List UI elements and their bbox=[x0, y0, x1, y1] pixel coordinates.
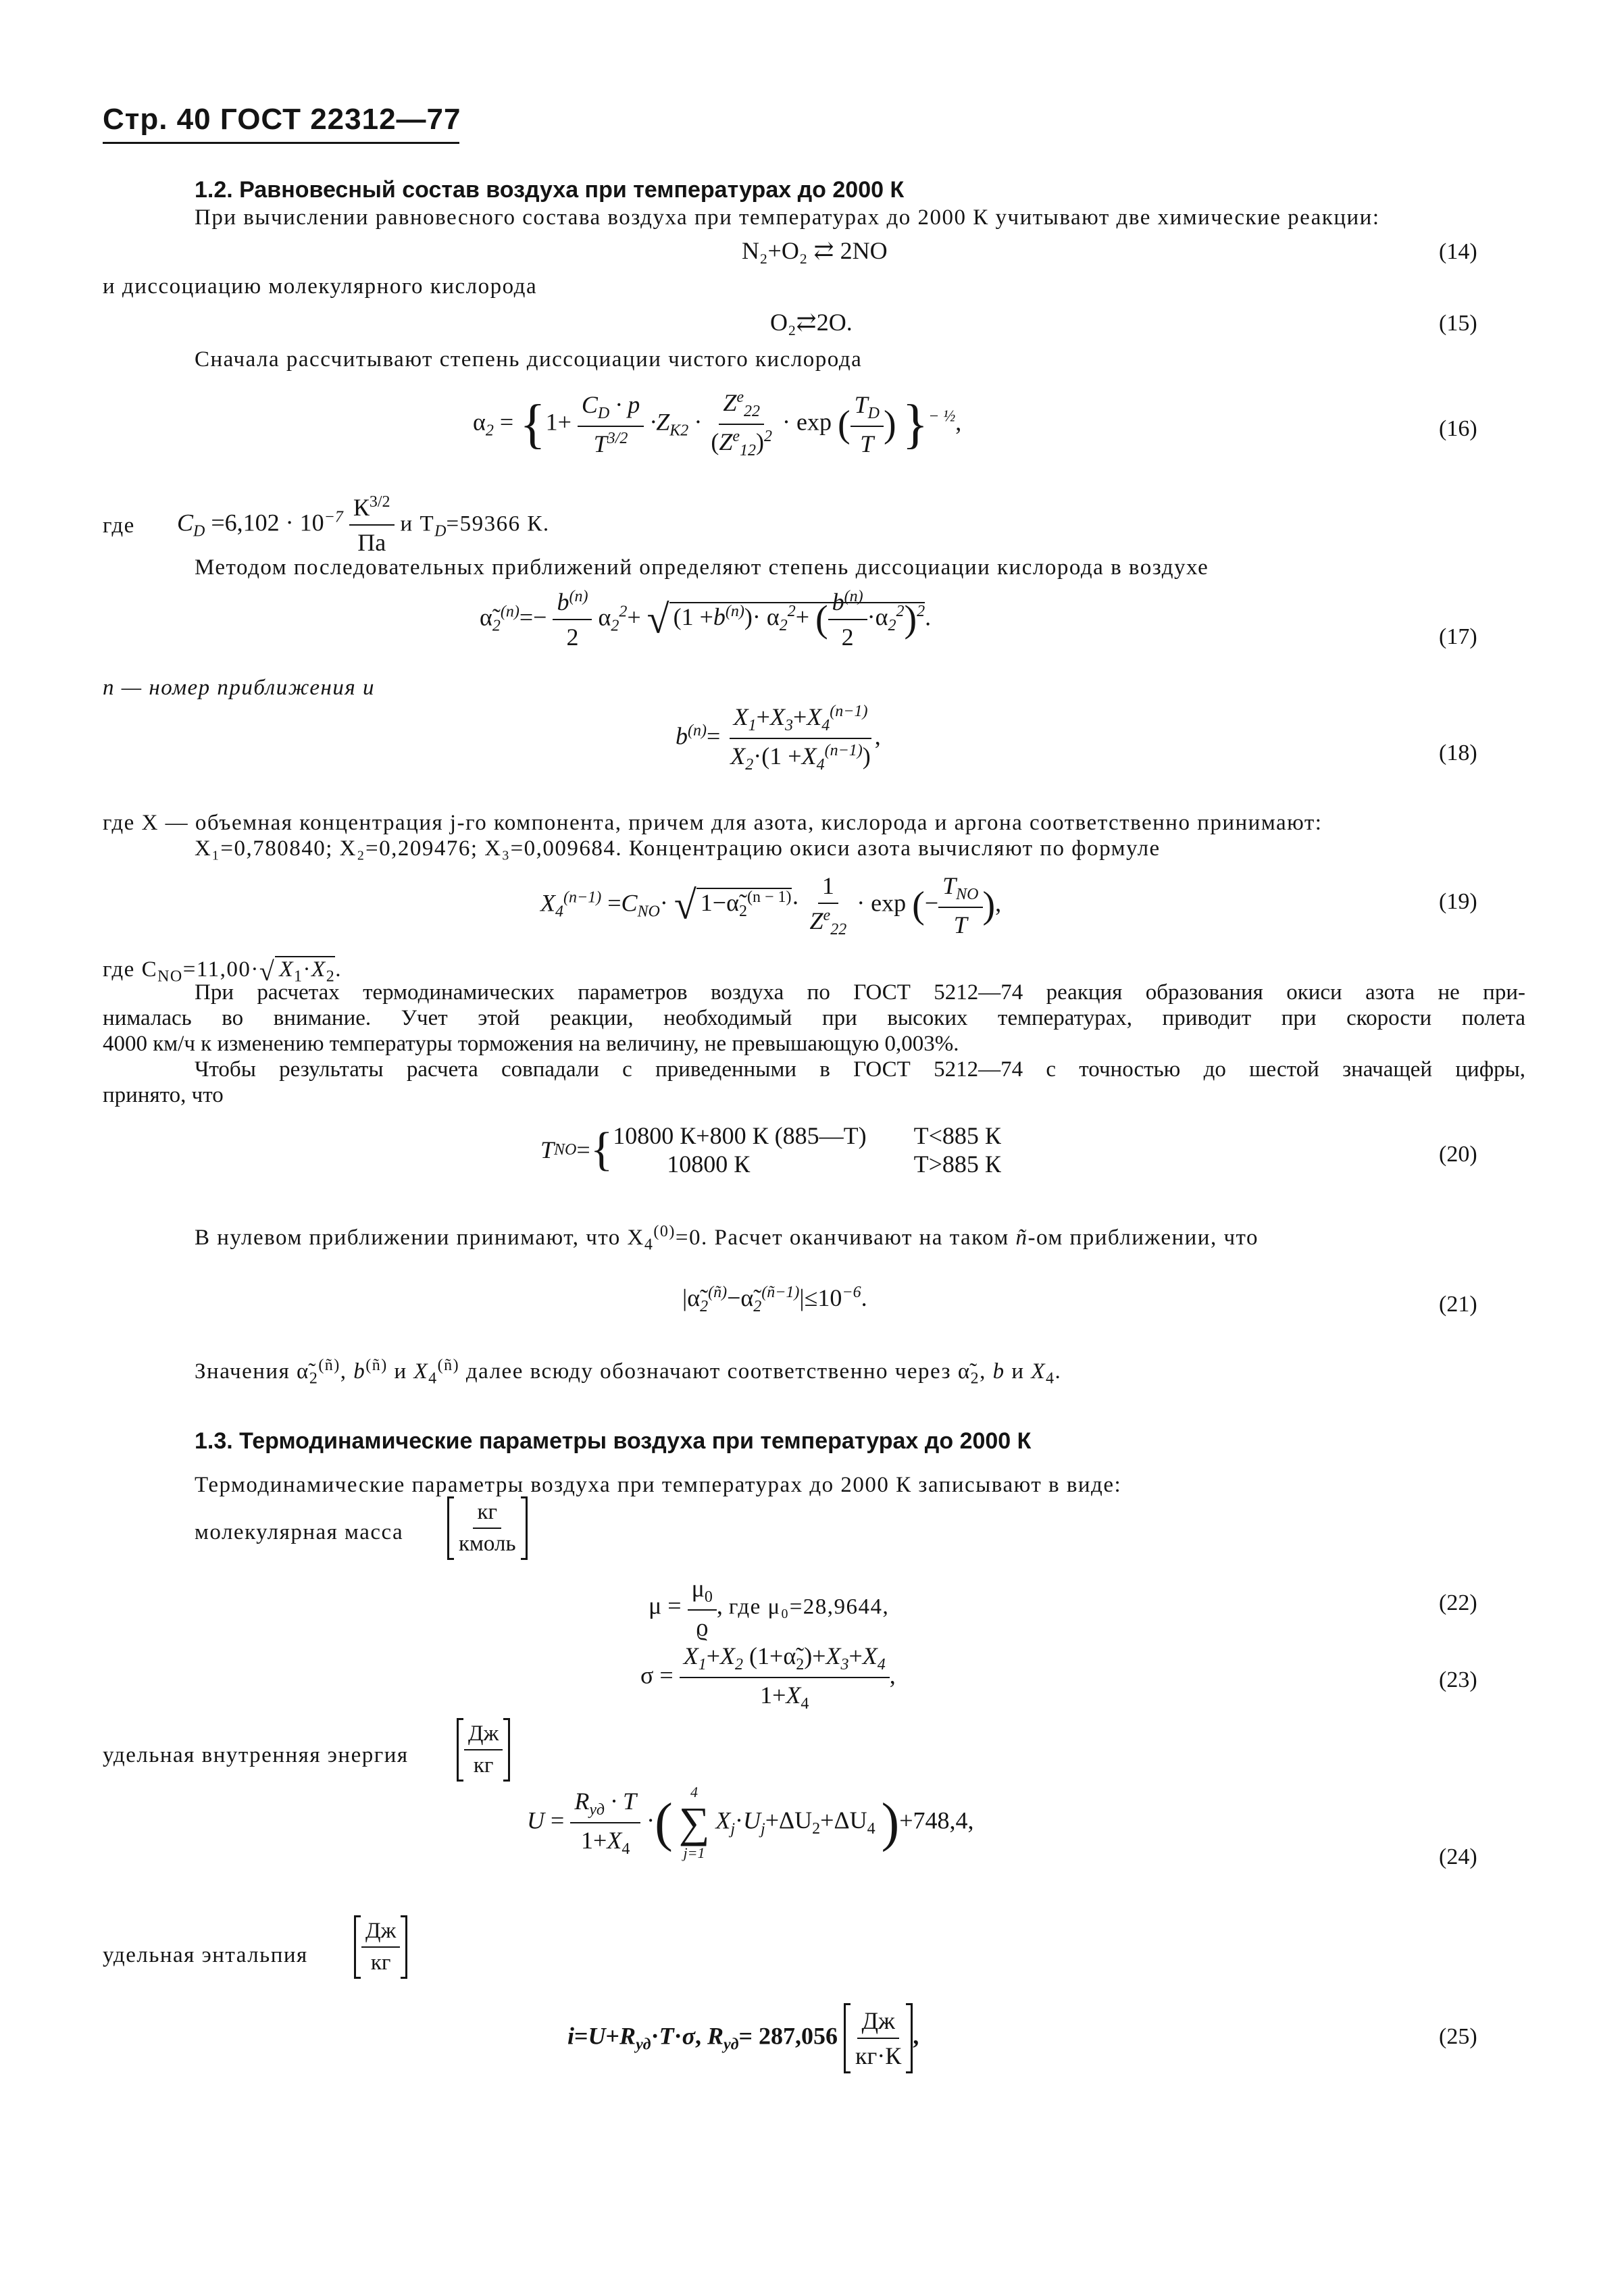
cno-value: =11,00· bbox=[182, 957, 259, 982]
internal-energy-unit bbox=[457, 1720, 510, 1780]
equation-23: σ = $\frac{X_1+X_2 (1+\alphã_2)+X_3+X_4}{1+X_4}$ , bbox=[640, 1642, 896, 1713]
eq22-text: где μ₀=28,9644, bbox=[728, 1594, 890, 1619]
eq25-unit-num: Дж bbox=[857, 2007, 898, 2039]
eq20-row1-value: 10800 К+800 К (885—T) bbox=[613, 1122, 867, 1149]
equation-number-18: (18) bbox=[1439, 740, 1477, 765]
molecular-mass-unit bbox=[447, 1498, 528, 1558]
section-1-3-intro: Термодинамические параметры воздуха при температурах до 2000 К записывают в виде: bbox=[195, 1473, 1122, 1497]
equation-18: $b^{(n)}=$ $\frac{X_1+X_3+X_4^{(n-1)}}{X_2\cdot(1 +X_4^{(n-1)})}$ , bbox=[676, 703, 881, 774]
dissociation-text: и диссоциацию молекулярного кислорода bbox=[103, 274, 538, 299]
section-heading-1-3: 1.3. Термодинамические параметры воздуха при температурах до 2000 К bbox=[195, 1428, 1032, 1454]
page-number: Стр. 40 bbox=[103, 103, 211, 136]
gost-5212-paragraph bbox=[103, 980, 1525, 1057]
enthalpy-unit bbox=[354, 1917, 407, 1977]
gost-paragraph-line-3: 4000 км/ч к изменению температуры торможения на величину, не превышающую 0,003%. bbox=[103, 1032, 959, 1056]
equation-number-14: (14) bbox=[1439, 239, 1477, 264]
match-paragraph bbox=[103, 1057, 1525, 1108]
eq24-constant: +748,4, bbox=[899, 1807, 974, 1834]
eq25-unit-den: кг·К bbox=[855, 2042, 902, 2069]
where-cd-label: где bbox=[103, 513, 135, 538]
enthalpy-label: удельная энтальпия bbox=[103, 1943, 308, 1967]
equation-19: $X_4^{(n-1)} =C_{NO}\cdot$ √ $1-\alphã_2^{(n - 1)}\cdot$ $\frac{1}{Z^e_{22}}$ · exp (− $\frac{T_{NO}}{T}$ ), bbox=[540, 872, 1002, 939]
match-paragraph-line-2: принято, что bbox=[103, 1083, 224, 1107]
zero-approx-text: В нулевом приближении принимают, что $X_4^{(0)}=0$. Расчет оканчивают на таком ñ-ом приближении, что bbox=[195, 1223, 1259, 1254]
cno-text: где C bbox=[103, 957, 158, 982]
eq20-row1-condition: T<885 К bbox=[913, 1122, 1001, 1149]
values-text-c: и bbox=[1011, 1359, 1025, 1384]
equation-14: N₂+O₂ ⇄ 2NO bbox=[742, 237, 888, 264]
molecular-mass-label: молекулярная масса bbox=[195, 1520, 404, 1544]
zero-approx-b: =0. Расчет оканчивают на таком bbox=[675, 1226, 1009, 1250]
cd-unit-numerator: К bbox=[353, 494, 370, 521]
cno-definition: где $C_{NO}=11,00\cdot√$ $X_1\cdot X_2$. bbox=[103, 956, 342, 986]
equation-20: T NO = { 10800 К+800 К (885—T) T<885 К 10800 К T>885 К bbox=[540, 1122, 1001, 1178]
enthalpy-unit-den: кг bbox=[370, 1950, 391, 1975]
equation-number-20: (20) bbox=[1439, 1142, 1477, 1167]
td-value: =59366 К. bbox=[446, 511, 550, 536]
pure-oxygen-text: Сначала рассчитывают степень диссоциации чистого кислорода bbox=[195, 347, 863, 372]
td-text: и T bbox=[400, 511, 435, 536]
values-notation-text: Значения $\alphã_2^{(ñ)}$, $b^{(ñ)}$ и $X_4^{(ñ)}$ далее всюду обозначают соответственно через $\alphã_2$, b и $X_4$. bbox=[195, 1357, 1062, 1388]
equation-22: μ = $\frac{\mu_0}{ϱ}$ , где μ₀=28,9644, bbox=[649, 1575, 890, 1642]
cd-definition: $C_D =6,102 \cdot 10^{-7}$ $\frac{К^{3/2}}{Па}$ и $T_D=59366$ К. bbox=[177, 493, 550, 556]
eq20-row2-condition: T>885 К bbox=[913, 1151, 1001, 1178]
values-text-a: Значения bbox=[195, 1359, 290, 1384]
internal-energy-label: удельная внутренняя энергия bbox=[103, 1743, 409, 1767]
section-1-2-intro: При вычислении равновесного состава воздуха при температурах до 2000 К учитывают две химические реакции: bbox=[195, 205, 1380, 230]
equation-number-16: (16) bbox=[1439, 416, 1477, 441]
standard-code: ГОСТ 22312—77 bbox=[220, 103, 461, 136]
approx-number-text: n — номер приближения и bbox=[103, 676, 375, 700]
cd-coefficient: =6,102 · 10 bbox=[211, 509, 324, 536]
equation-number-25: (25) bbox=[1439, 2024, 1477, 2049]
gost-paragraph-line-1: При расчетах термодинамических параметров воздуха по ГОСТ 5212—74 реакция образования окиси азота не при- bbox=[195, 980, 1525, 1005]
equation-number-21: (21) bbox=[1439, 1292, 1477, 1317]
cd-unit-denominator: Па bbox=[357, 529, 386, 556]
eq20-row2-value: 10800 К bbox=[667, 1151, 751, 1178]
equation-number-19: (19) bbox=[1439, 889, 1477, 914]
equation-24: U = $\frac{R_{уд} \cdot T}{1+X_4}$ ·( 4 ∑ j=1 $X_j\cdot U_j+\Delta U_2+\Delta U_4$ )+748,4, bbox=[527, 1784, 974, 1861]
equation-21: $|\alphã_2^{(ñ)}-\alphã_2^{(ñ-1)}|\le 10^{-6}$. bbox=[682, 1284, 867, 1316]
page-header bbox=[103, 103, 461, 136]
energy-unit-num: Дж bbox=[464, 1721, 503, 1750]
equation-number-23: (23) bbox=[1439, 1667, 1477, 1692]
eq25-r-value: = 287,056 bbox=[738, 2022, 838, 2050]
equation-number-15: (15) bbox=[1439, 311, 1477, 336]
gost-paragraph-line-2: нималась во внимание. Учет этой реакции, необходимый при высоких температурах, приводит при скорости полета bbox=[103, 1006, 1525, 1030]
enthalpy-unit-num: Дж bbox=[361, 1919, 400, 1948]
header-rule bbox=[103, 142, 459, 144]
equation-16: $\alpha_2 = \{1+$ $\frac{C_D \cdot p}{T^{3/2}}$ $\cdot Z_{K2}$ · $\frac{Z^e_{22}}{(Z^e_{12})^2}$ · exp ( $\frac{T_D}{T}$ ) }$^{- \frac{1}{2}}$, bbox=[473, 388, 962, 460]
values-text-b: далее всюду обозначают соответственно через bbox=[465, 1359, 952, 1384]
section-heading-1-2: 1.2. Равновесный состав воздуха при температурах до 2000 К bbox=[195, 177, 905, 203]
match-paragraph-line-1: Чтобы результаты расчета совпадали с приведенными в ГОСТ 5212—74 с точностью до шестой значащей цифры, bbox=[195, 1057, 1525, 1082]
zero-approx-c: -ом приближении, что bbox=[1027, 1226, 1259, 1250]
equation-15: O₂⇄2O. bbox=[770, 309, 853, 336]
mol-mass-unit-num: кг bbox=[473, 1500, 501, 1529]
concentration-line-1: где X — объемная концентрация j-го компонента, причем для азота, кислорода и аргона соответственно принимают: bbox=[103, 811, 1323, 835]
equation-number-22: (22) bbox=[1439, 1590, 1477, 1615]
concentration-line-2: X₁=0,780840; X₂=0,209476; X₃=0,009684. Концентрацию окиси азота вычисляют по формуле bbox=[195, 836, 1161, 861]
equation-number-24: (24) bbox=[1439, 1844, 1477, 1869]
mol-mass-unit-den: кмоль bbox=[459, 1532, 516, 1556]
energy-unit-den: кг bbox=[473, 1753, 494, 1777]
equation-25: $i=U+R_{уд}\cdot T\cdot\sigma$, $R_{уд}= 287,056$ $\frac{Дж}{кг\cdot К}$ , bbox=[567, 2005, 919, 2071]
zero-approx-a: В нулевом приближении принимают, что X bbox=[195, 1226, 644, 1250]
equation-number-17: (17) bbox=[1439, 624, 1477, 649]
successive-approx-text: Методом последовательных приближений определяют степень диссоциации кислорода в воздухе bbox=[195, 555, 1209, 580]
equation-17: $\alphã_2^{(n)}=-$ $\frac{b^{(n)}}{2}$ $\alpha_2^2+$ √ $(1 +b^{(n)})\cdot \alpha_2^2+$ ( $\frac{b^{(n)}}{2}$ $\cdot\alpha_2^2)^2$. bbox=[480, 588, 932, 651]
